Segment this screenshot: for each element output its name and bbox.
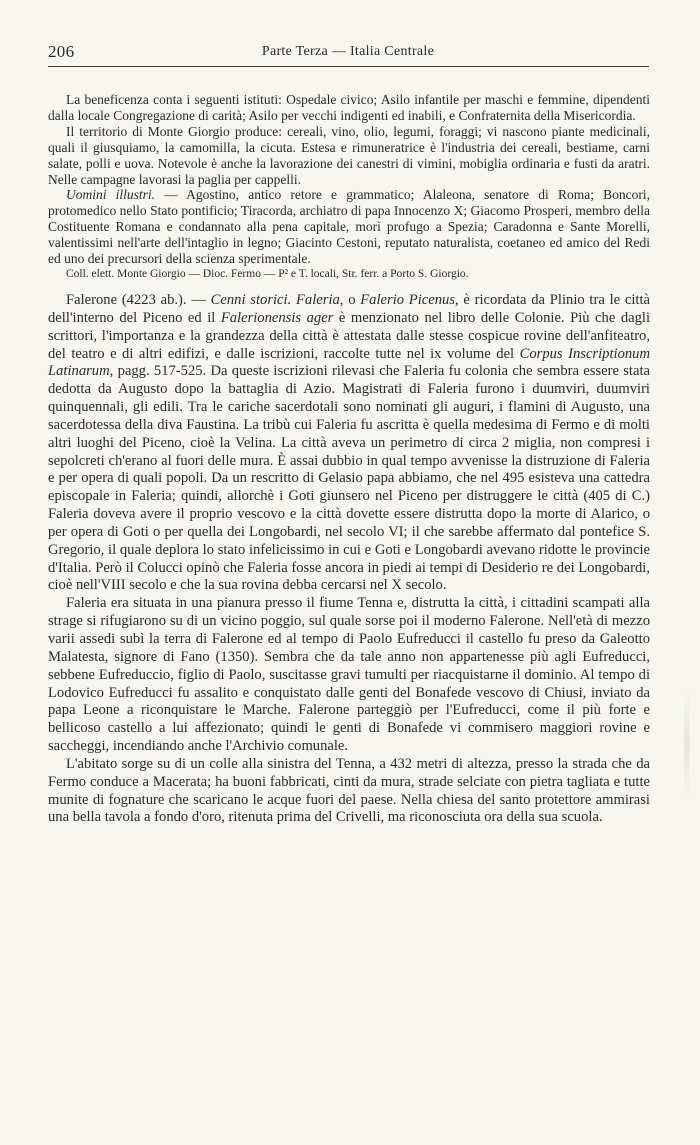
latin-name-faleria: Faleria	[296, 291, 340, 308]
illustrious-men-heading: Uomini illustri.	[66, 187, 156, 203]
paragraph-territory: Il territorio di Monte Giorgio produce: cereali, vino, olio, legumi, foraggi; vi nascono piante medicinali, quali il giusquiamo, la camomilla, la cicuta. Estesa e rimuneratrice è l'industria dei cereali, bestiame, carni salate, polli e uova. Notevole è anche la lavorazione dei canestri di vimini, mobiglia ordinaria e fusti da aratri. Nelle campagne lavorasi la paglia per cappelli.	[48, 123, 650, 187]
page-header	[48, 42, 648, 66]
falerone-text-2: , o	[339, 291, 361, 308]
running-title: Parte Terza — Italia Centrale	[261, 44, 435, 59]
header-rule	[48, 66, 649, 67]
falerone-text-3: , è ricordata da Plinio tra le città dell'interno del Piceno ed il	[48, 291, 650, 326]
falerone-text-4: è menzionato nel libro delle Colonie. Più che dagli scrittori, l'importanza e la grandezza della città è attestata dalle stesse cospicue rovine dell'anfiteatro, del teatro e di altri edifizi, e dalle iscrizioni, raccolte tutte nel ix volume del	[48, 309, 650, 362]
electoral-info-line: Coll. elett. Monte Giorgio — Dioc. Fermo — P² e T. locali, Str. ferr. a Porto S. Giorgio.	[66, 267, 469, 280]
paragraph-faleria-medieval: Faleria era situata in una pianura presso il fiume Tenna e, distrutta la città, i cittadini scampati alla strage si rifugiarono su di un vicino poggio, sul quale sorse poi il moderno Falerone. Nell'età di mezzo varii assedi subì la terra di Falerone ed al tempo di Paolo Eufreducci il castello fu preso da Galeotto Malatesta, signore di Fano (1350). Sembra che da tale anno non appartenesse più agli Eufreducci, sebbene Eufreduccio, figlio di Paolo, suscitasse gravi tumulti per riacquistarne il dominio. Al tempo di Lodovico Eufreducci fu assalito e conquistato dalle genti del Bonafede vescovo di Chiusi, inviato da papa Leone a riconquistare le Marche. Falerone parteggiò per l'Eufreducci, come il più forte e bellicoso castello a lui affezionato; quindi le genti di Bonafede vi commisero maggiori rovine e saccheggi, incendiando anche l'Archivio comunale.	[48, 595, 650, 755]
paragraph-illustrious-men	[48, 187, 650, 267]
page-number: 206	[48, 42, 75, 61]
latin-name-falerio-picenus: Falerio Picenus	[360, 291, 455, 308]
latin-ager: Falerionensis ager	[220, 309, 334, 326]
paragraph-falerone-history	[48, 292, 650, 595]
page-body	[48, 92, 650, 827]
town-population: (4223 ab.). —	[117, 291, 211, 308]
corpus-title: Corpus Inscriptionum Latinarum	[48, 345, 650, 380]
paragraph-institutions: La beneficenza conta i seguenti istituti: Ospedale civico; Asilo infantile per maschi e femmine, dipendenti dalla locale Congregazione di carità; Asilo per vecchi indigenti ed inabili, e Confraternita della Misericordia.	[48, 92, 650, 123]
town-name: Falerone	[66, 291, 118, 308]
illustrious-men-text: — Agostino, antico retore e grammatico; Alaleona, senatore di Roma; Boncori, protomedico nello Stato pontificio; Tiracorda, archiatro di papa Innocenzo X; Giacomo Prosperi, membro della Costituente Romana e condannato alla pena capitale, morì profugo a Spezia; Caradonna e Sante Morelli, valentissimi nell'arte dell'intaglio in legno; Giacinto Cestoni, reputato naturalista, coetaneo ed amico del Redi ed uno dei precursori della scienza sperimentale.	[48, 187, 650, 267]
paper-stain	[684, 690, 690, 800]
historical-notes-heading: Cenni storici.	[210, 291, 292, 308]
falerone-text-5: , pagg. 517-525. Da queste iscrizioni rilevasi che Faleria fu colonia che sembra essere stata dedotta da Augusto dopo la battaglia di Azio. Magistrati di Faleria furono i duumviri, duumviri quinquennali, gli edili. Tra le cariche sacerdotali sono nominati gli auguri, i flamini di Augusto, una sacerdotessa della diva Faustina. La tribù cui Faleria fu ascritta è quella medesima di Fermo e di molti altri luoghi del Piceno, cioè la Velina. La città aveva un perimetro di circa 2 miglia, non compresi i sepolcreti ch'erano al fuori delle mura. È assai dubbio in qual tempo avvenisse la distruzione di Faleria e per opera di quali popoli. Da un rescritto di Gelasio papa abbiamo, che nel 495 esisteva una cattedra episcopale in Faleria; quindi, allorchè i Goti giunsero nel Piceno per distruggere le città (405 di C.) Faleria doveva avere il proprio vescovo e la città dovette essere distrutta dopo la morte di Alarico, o per opera di Goti o per quella dei Longobardi, nel secolo VI; il che sarebbe affermato dal pontefice S. Gregorio, il quale deplora lo stato infelicissimo in cui e Goti e Longobardi avevano ridotte le provincie d'Italia. Però il Colucci opinò che Faleria fosse ancora in piedi ai tempi di Desiderio re dei Longobardi, cioè nell'VIII secolo e che la sua rovina debba cercarsi nel X secolo.	[48, 363, 651, 594]
paragraph-town-today: L'abitato sorge su di un colle alla sinistra del Tenna, a 432 metri di altezza, presso la strada che da Fermo conduce a Macerata; ha buoni fabbricati, cinti da mura, strade selciate con pietra tagliata e tutte munite di fognature che scaricano le acque fuori del paese. Nella chiesa del santo protettore ammirasi una bella tavola a fondo d'oro, ritenuta prima del Crivelli, ma riconosciuta ora della sua scuola.	[48, 755, 650, 826]
